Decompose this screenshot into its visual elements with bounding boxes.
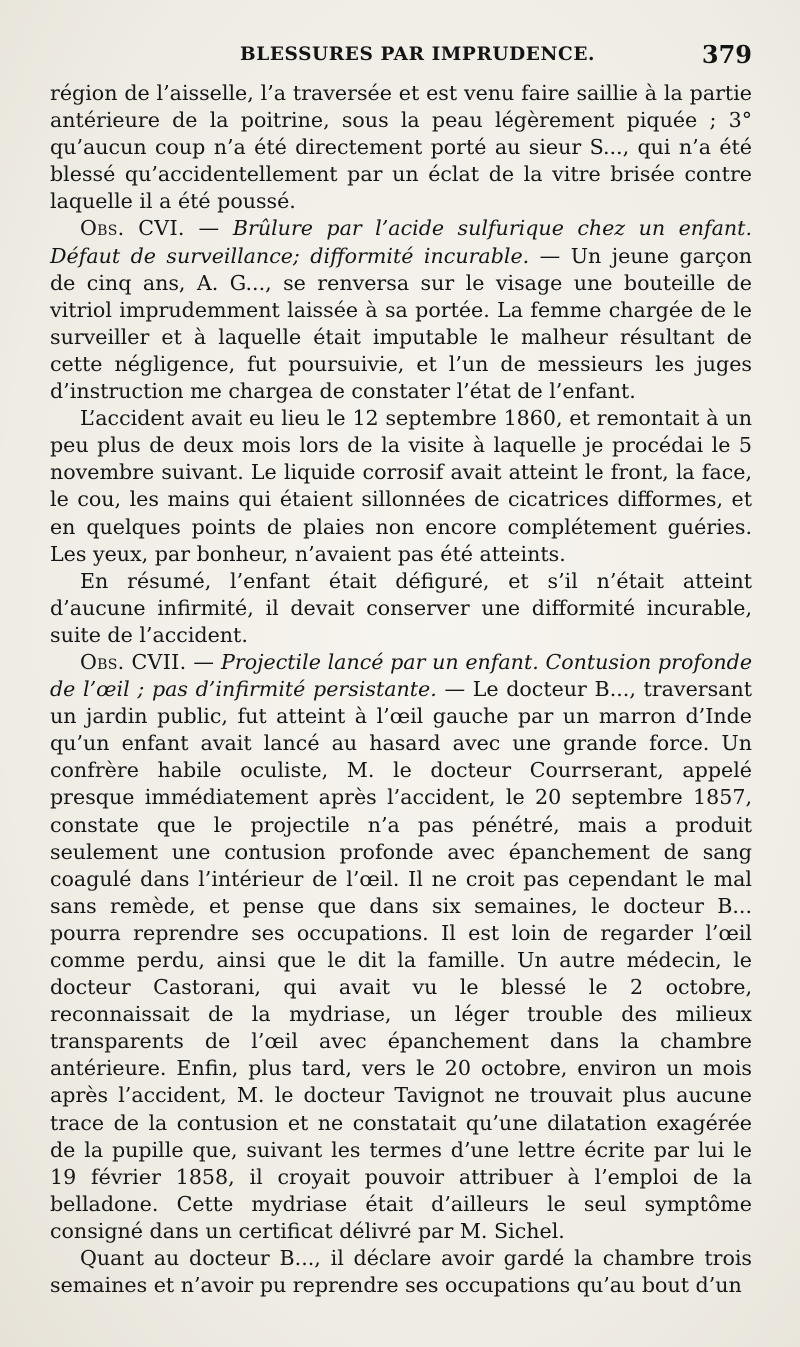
running-head: BLESSURES PAR IMPRUDENCE. <box>240 44 596 65</box>
paragraph-doctor-b: Quant au docteur B..., il déclare avoir gardé la chambre trois semaines et n’avoir pu reprendre ses occupations qu’au bout d’un <box>50 1246 752 1298</box>
paragraph-continuation: région de l’aisselle, l’a traversée et est venu faire saillie à la partie antérieure de la poitrine, sous la peau légèrement piquée ; 3° qu’aucun coup n’a été directement porté au sieur S..., qui n’a été blessé qu’accidentellement par un éclat de la vitre brisée contre laquelle il a été poussé. <box>50 81 752 214</box>
observation-cvi <box>50 215 752 405</box>
observation-text: — Le docteur B..., traversant un jardin public, fut atteint à l’œil gauche par un marron d’Inde qu’un enfant avait lancé au hasard avec une grande force. Un confrère habile oculiste, M. le docteur Courrserant, appelé presque immédiatement après l’accident, le 20 septembre 1857, constate que le projectile n’a pas pénétré, mais a produit seulement une contusion profonde avec épanchement de sang coagulé dans l’intérieur de l’œil. Il ne croit pas cependant le mal sans remède, et pense que dans six semaines, le docteur B... pourra reprendre ses occupations. Il est loin de regarder l’œil comme perdu, ainsi que le dit la famille. Un autre médecin, le docteur Castorani, qui avait vu le blessé le 2 octobre, reconnaissait de la mydriase, un léger trouble des milieux transparents de l’œil avec épanchement dans la chambre antérieure. Enfin, plus tard, vers le 20 octobre, environ un mois après l’accident, M. le docteur Tavignot ne trouvait plus aucune trace de la contusion et ne constatait qu’une dilatation exagérée de la pupille que, suivant les termes d’une lettre écrite par lui le 19 février 1858, il croyait pouvoir attribuer à l’emploi de la belladone. Cette mydriase était d’ailleurs le seul symptôme consigné dans un certificat délivré par M. Sichel. <box>50 677 752 1243</box>
page-number: 379 <box>701 40 752 69</box>
observation-label: Obs. CVI. — <box>80 216 220 241</box>
observation-title: Brûlure par l’acide sulfurique chez un enfant. Défaut de surveillance; difformité incurable. <box>50 216 753 268</box>
page-header <box>50 40 754 74</box>
observation-text: — Un jeune garçon de cinq ans, A. G..., se renversa sur le visage une bouteille de vitriol imprudemment laissée à sa portée. La femme chargée de le surveiller et à laquelle était imputable le malheur résultant de cette négligence, fut poursuivie, et l’un de messieurs les juges d’instruction me chargea de constater l’état de l’enfant. <box>50 243 752 404</box>
observation-label: Obs. CVII. — <box>80 649 215 674</box>
body-text <box>50 80 752 1299</box>
paragraph-summary: En résumé, l’enfant était défiguré, et s’il n’était atteint d’aucune infirmité, il devait conserver une difformité incurable, suite de l’accident. <box>50 568 752 647</box>
paragraph-accident: L’accident avait eu lieu le 12 septembre 1860, et remontait à un peu plus de deux mois lors de la visite à laquelle je procédai le 5 novembre suivant. Le liquide corrosif avait atteint le front, la face, le cou, les mains qui étaient sillonnées de cicatrices difformes, et en quelques points de plaies non encore complétement guéries. Les yeux, par bonheur, n’avaient pas été atteints. <box>50 406 752 566</box>
observation-title: Projectile lancé par un enfant. Contusion profonde de l’œil ; pas d’infirmité persistante. <box>50 649 753 702</box>
observation-cvii <box>50 649 752 1245</box>
